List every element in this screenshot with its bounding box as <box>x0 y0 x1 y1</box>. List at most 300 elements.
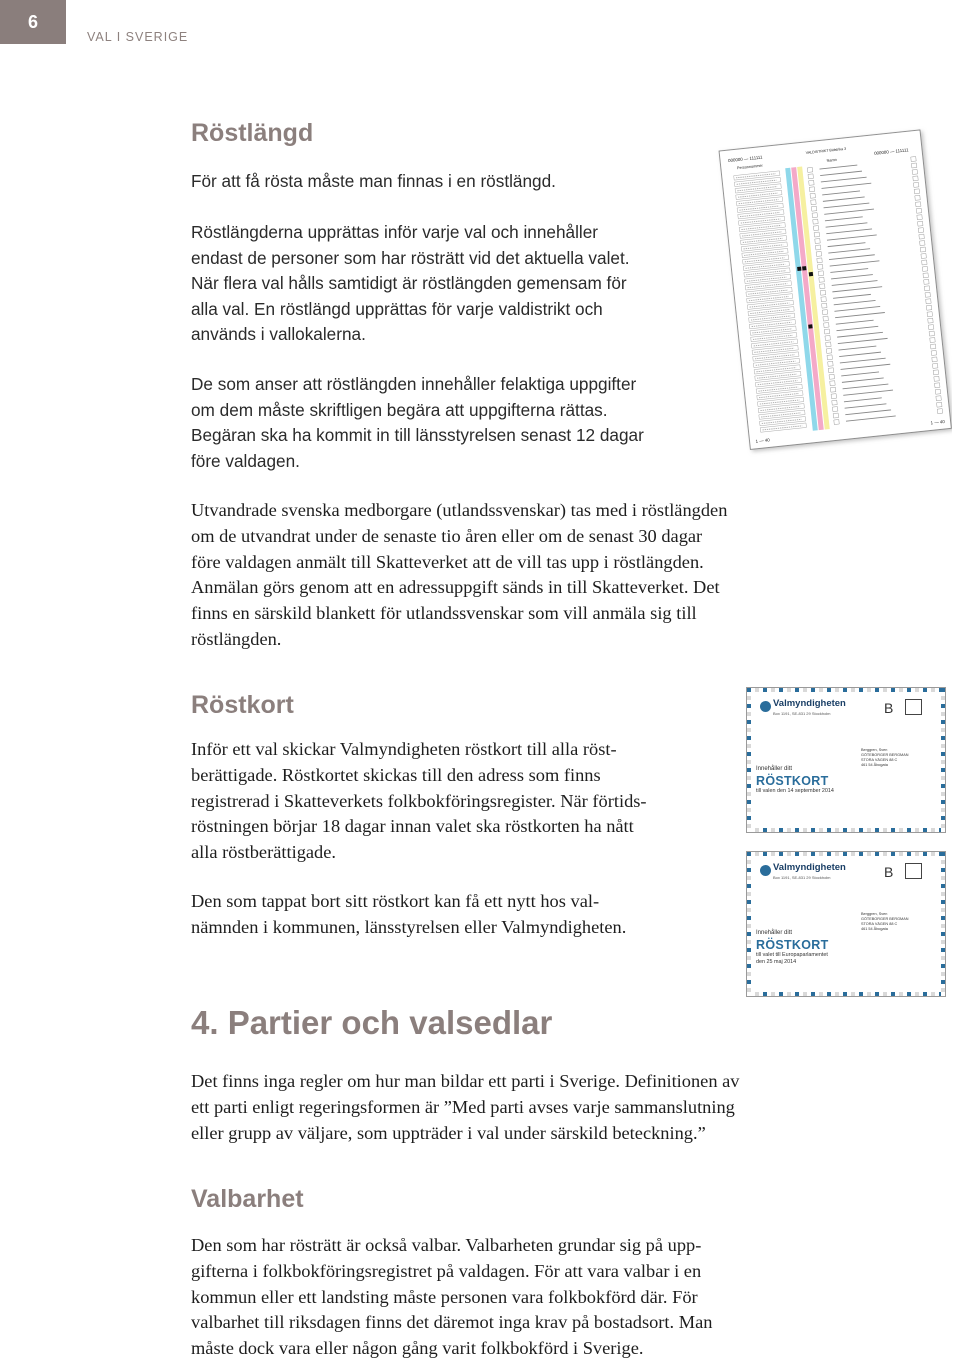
stripe-segment <box>941 960 945 964</box>
stripe-segment <box>823 852 827 856</box>
stripe-segment <box>747 764 751 768</box>
stripe-segment <box>807 828 811 832</box>
stripe-segment <box>899 852 903 856</box>
text-line: Det finns inga regler om hur man bildar ett parti i Sverige. Definitionen av <box>191 1071 740 1091</box>
stripe-segment <box>883 688 887 692</box>
stripe-segment <box>941 752 945 756</box>
stripe-segment <box>899 992 903 996</box>
stripe-segment <box>941 808 945 812</box>
stripe-segment <box>941 868 945 872</box>
stripe-segment <box>941 896 945 900</box>
stripe-segment <box>847 688 851 692</box>
stripe-segment <box>755 852 759 856</box>
stripe-segment <box>747 792 751 796</box>
stripe-segment <box>795 852 799 856</box>
stripe-segment <box>875 992 879 996</box>
stripe-segment <box>747 976 751 980</box>
stripe-segment <box>803 688 807 692</box>
card-logo-text: Valmyndigheten <box>773 862 846 873</box>
stripe-segment <box>779 852 783 856</box>
stripe-segment <box>747 928 751 932</box>
stripe-segment <box>763 688 767 692</box>
stripe-segment <box>747 760 751 764</box>
stripe-segment <box>941 748 945 752</box>
stripe-segment <box>747 968 751 972</box>
stripe-segment <box>941 920 945 924</box>
stripe-segment <box>941 800 945 804</box>
text-line: Utvandrade svenska medborgare (utlandssvenskar) tas med i röstlängden <box>191 500 728 520</box>
stripe-segment <box>863 992 867 996</box>
stripe-segment <box>941 724 945 728</box>
stripe-segment <box>807 852 811 856</box>
stripe-segment <box>823 828 827 832</box>
stripe-segment <box>795 992 799 996</box>
stripe-segment <box>935 828 939 832</box>
stripe-segment <box>747 964 751 968</box>
stripe-segment <box>747 748 751 752</box>
stripe-segment <box>771 828 775 832</box>
stripe-segment <box>941 796 945 800</box>
stripe-segment <box>839 852 843 856</box>
stripe-segment <box>941 968 945 972</box>
stripe-segment <box>819 992 823 996</box>
stripe-segment <box>867 688 871 692</box>
stripe-segment <box>747 908 751 912</box>
stripe-segment <box>787 688 791 692</box>
stripe-segment <box>751 828 755 832</box>
stripe-segment <box>915 828 919 832</box>
stripe-segment <box>747 816 751 820</box>
stripe-segment <box>941 780 945 784</box>
stripe-segment <box>941 940 945 944</box>
stripe-segment <box>907 852 911 856</box>
stripe-segment <box>775 852 779 856</box>
stripe-segment <box>941 856 945 860</box>
section-heading-rostlangd: Röstlängd <box>191 119 314 147</box>
stripe-segment <box>941 764 945 768</box>
stripe-segment <box>941 964 945 968</box>
stripe-segment <box>767 992 771 996</box>
stripe-segment <box>747 916 751 920</box>
valmyndigheten-logo-icon <box>760 701 771 712</box>
text-line: eller grupp av väljare, som uppträder i val under särskild beteckning.” <box>191 1122 706 1143</box>
stripe-segment <box>763 992 767 996</box>
stripe-segment <box>747 960 751 964</box>
stripe-segment <box>747 992 751 996</box>
stripe-segment <box>759 852 763 856</box>
text-line: kommun eller ett landsting måste personen vara folkbokförd där. För <box>191 1286 698 1307</box>
voter-roll-illustration <box>712 118 952 458</box>
stripe-segment <box>931 688 935 692</box>
stripe-segment <box>891 852 895 856</box>
stripe-segment <box>895 688 899 692</box>
stripe-segment <box>831 992 835 996</box>
stripe-segment <box>747 740 751 744</box>
stripe-segment <box>847 828 851 832</box>
stripe-segment <box>747 696 751 700</box>
stripe-segment <box>751 688 755 692</box>
stripe-segment <box>747 796 751 800</box>
stripe-segment <box>941 900 945 904</box>
stripe-segment <box>807 992 811 996</box>
stripe-segment <box>941 880 945 884</box>
roll-footer-right: 1 — 40 <box>930 418 945 426</box>
stripe-segment <box>931 852 935 856</box>
stripe-segment <box>783 688 787 692</box>
stripe-segment <box>799 852 803 856</box>
stripe-segment <box>747 944 751 948</box>
stripe-segment <box>799 688 803 692</box>
roll-mark <box>809 272 813 276</box>
stripe-segment <box>941 952 945 956</box>
stripe-segment <box>791 992 795 996</box>
stripe-segment <box>843 828 847 832</box>
paragraph-partier-1 <box>191 1069 740 1146</box>
text-line: Den som tappat bort sitt röstkort kan få ett nytt hos val- <box>191 891 600 911</box>
stripe-segment <box>941 936 945 940</box>
stripe-segment <box>811 688 815 692</box>
card-subtitle-line: till valet till Europaparlamentet <box>756 952 828 958</box>
stripe-segment <box>751 992 755 996</box>
card-letter: B <box>884 864 894 880</box>
stripe-segment <box>775 688 779 692</box>
roll-left-code: 000000 — 111111 <box>727 154 763 164</box>
stripe-segment <box>831 688 835 692</box>
stripe-segment <box>747 768 751 772</box>
stripe-segment <box>941 864 945 868</box>
stripe-segment <box>941 888 945 892</box>
stripe-segment <box>779 828 783 832</box>
stripe-segment <box>941 972 945 976</box>
text-line: registrerad i Skatteverkets folkbokföringsregister. När förtids- <box>191 790 647 811</box>
paragraph-rostlangd-3 <box>191 372 711 474</box>
stripe-segment <box>941 708 945 712</box>
stripe-segment <box>907 688 911 692</box>
stripe-segment <box>911 992 915 996</box>
stripe-segment <box>871 852 875 856</box>
stripe-segment <box>941 852 945 856</box>
recipient-line: GÖTEBORGER BERGMAN <box>861 753 909 757</box>
text-line: berättigade. Röstkortet skickas till den adress som finns <box>191 764 601 785</box>
roll-right-code: 000000 — 111111 <box>873 147 909 156</box>
card-title: RÖSTKORT <box>756 774 829 788</box>
stripe-segment <box>879 992 883 996</box>
stripe-segment <box>783 828 787 832</box>
voting-card-riksdag <box>746 687 946 833</box>
text-line: används i vallokalerna. <box>191 324 366 344</box>
stripe-segment <box>941 744 945 748</box>
stripe-segment <box>879 828 883 832</box>
stripe-segment <box>907 828 911 832</box>
card-subtitle-line: den 25 maj 2014 <box>756 959 797 965</box>
text-line: För att få rösta måste man finnas i en röstlängd. <box>191 171 556 191</box>
stripe-segment <box>911 688 915 692</box>
stripe-segment <box>941 908 945 912</box>
stripe-segment <box>919 688 923 692</box>
stripe-segment <box>941 788 945 792</box>
stripe-segment <box>931 992 935 996</box>
stripe-segment <box>923 992 927 996</box>
text-line: Begäran ska ha kommit in till länsstyrelsen senast 12 dagar <box>191 425 644 445</box>
stripe-segment <box>871 992 875 996</box>
stripe-segment <box>903 852 907 856</box>
recipient-line: GÖTEBORGER BERGMAN <box>861 917 909 921</box>
roll-mark <box>802 266 806 270</box>
stripe-segment <box>927 852 931 856</box>
stripe-segment <box>747 708 751 712</box>
recipient-line: 461 54 Åbogata <box>861 927 888 931</box>
stripe-segment <box>747 892 751 896</box>
stripe-segment <box>875 852 879 856</box>
text-line: Inför ett val skickar Valmyndigheten röstkort till alla röst- <box>191 739 617 759</box>
section-heading-valbarhet: Valbarhet <box>191 1185 304 1213</box>
stripe-segment <box>941 820 945 824</box>
stripe-segment <box>915 852 919 856</box>
stripe-segment <box>787 852 791 856</box>
text-line: före valdagen anmält till Skatteverket att de vill tas upp i röstlängden. <box>191 551 704 572</box>
stripe-segment <box>767 688 771 692</box>
recipient-line: Berggren, Sven <box>861 748 888 752</box>
stripe-segment <box>891 992 895 996</box>
stripe-segment <box>827 828 831 832</box>
stripe-segment <box>941 720 945 724</box>
stripe-segment <box>923 828 927 832</box>
stripe-segment <box>787 828 791 832</box>
text-line: endast de personer som har rösträtt vid det aktuella valet. <box>191 247 630 268</box>
stripe-segment <box>879 688 883 692</box>
stripe-segment <box>899 688 903 692</box>
stripe-segment <box>941 980 945 984</box>
paragraph-valbarhet-1 <box>191 1233 712 1362</box>
stripe-segment <box>747 956 751 960</box>
stripe-segment <box>747 780 751 784</box>
stripe-segment <box>759 688 763 692</box>
stripe-segment <box>747 692 751 696</box>
stripe-segment <box>747 880 751 884</box>
stripe-segment <box>747 720 751 724</box>
stripe-segment <box>747 984 751 988</box>
stripe-segment <box>755 828 759 832</box>
chapter-heading-partier: 4. Partier och valsedlar <box>191 1004 553 1041</box>
stripe-segment <box>941 992 945 996</box>
roll-mark <box>808 324 812 328</box>
stripe-segment <box>835 852 839 856</box>
stripe-segment <box>827 992 831 996</box>
stripe-segment <box>847 992 851 996</box>
stripe-segment <box>779 688 783 692</box>
text-line: valbarhet till riksdagen finns det däremot inga krav på bostadsort. Man <box>191 1312 713 1333</box>
stripe-segment <box>863 688 867 692</box>
stripe-segment <box>759 992 763 996</box>
text-line: om dem måste skriftligen begära att uppgifterna rättas. <box>191 399 608 420</box>
card-sender-address: Box 1191, SE-831 29 Stockholm <box>773 711 831 716</box>
stripe-segment <box>903 828 907 832</box>
stripe-segment <box>747 972 751 976</box>
stripe-segment <box>819 688 823 692</box>
stripe-segment <box>791 688 795 692</box>
stripe-segment <box>935 992 939 996</box>
text-line: När flera val hålls samtidigt är röstlängden gemensam för <box>191 273 627 293</box>
stripe-segment <box>799 828 803 832</box>
stripe-segment <box>839 688 843 692</box>
stripe-segment <box>747 980 751 984</box>
stripe-segment <box>941 760 945 764</box>
stripe-segment <box>775 828 779 832</box>
stripe-segment <box>747 872 751 876</box>
stripe-segment <box>941 772 945 776</box>
stripe-segment <box>827 688 831 692</box>
stripe-segment <box>827 852 831 856</box>
stripe-segment <box>835 992 839 996</box>
stripe-segment <box>941 892 945 896</box>
stripe-segment <box>747 948 751 952</box>
stripe-segment <box>787 992 791 996</box>
stripe-segment <box>771 852 775 856</box>
recipient-line: STORA VÄGEN 88 C <box>861 758 898 762</box>
stripe-segment <box>843 688 847 692</box>
section-heading-rostkort: Röstkort <box>191 691 294 719</box>
stripe-segment <box>747 920 751 924</box>
roll-right-title: VALDISTRIKT Bidstrika 3 <box>805 146 847 155</box>
stripe-segment <box>795 688 799 692</box>
stripe-segment <box>941 740 945 744</box>
stripe-segment <box>819 852 823 856</box>
voter-roll-figure <box>712 118 952 458</box>
stripe-segment <box>803 852 807 856</box>
card-subtitle <box>756 952 828 966</box>
card-holder-text: Innehåller ditt <box>756 930 793 936</box>
stripe-segment <box>747 924 751 928</box>
stripe-segment <box>747 868 751 872</box>
stripe-segment <box>775 992 779 996</box>
stripe-segment <box>941 804 945 808</box>
stripe-segment <box>747 820 751 824</box>
stripe-segment <box>747 728 751 732</box>
text-line: gifterna i folkbokföringsregistret på valdagen. För att vara valbar i en <box>191 1260 702 1281</box>
stripe-segment <box>927 992 931 996</box>
recipient-line: 461 54 Åbogata <box>861 763 888 767</box>
stripe-segment <box>783 992 787 996</box>
stripe-segment <box>823 688 827 692</box>
stripe-segment <box>887 828 891 832</box>
stripe-segment <box>839 992 843 996</box>
stripe-segment <box>887 852 891 856</box>
stripe-segment <box>851 852 855 856</box>
stripe-segment <box>941 932 945 936</box>
stripe-segment <box>791 852 795 856</box>
stripe-segment <box>747 804 751 808</box>
stripe-segment <box>941 768 945 772</box>
card-sender-address: Box 1191, SE-831 29 Stockholm <box>773 875 831 880</box>
card-recipient <box>861 748 908 768</box>
recipient-line: Berggren, Sven <box>861 912 888 916</box>
stripe-segment <box>747 824 751 828</box>
stripe-segment <box>915 688 919 692</box>
stripe-segment <box>783 852 787 856</box>
stripe-segment <box>747 712 751 716</box>
stripe-segment <box>923 852 927 856</box>
stripe-segment <box>763 828 767 832</box>
stripe-segment <box>859 688 863 692</box>
stripe-segment <box>747 788 751 792</box>
stripe-segment <box>941 824 945 828</box>
card-check-box <box>905 863 922 879</box>
stripe-segment <box>767 828 771 832</box>
card-holder-text: Innehåller ditt <box>756 766 793 772</box>
stripe-segment <box>811 992 815 996</box>
stripe-segment <box>747 952 751 956</box>
paragraph-rostlangd-2 <box>191 220 711 348</box>
stripe-segment <box>851 992 855 996</box>
stripe-segment <box>941 816 945 820</box>
stripe-segment <box>941 692 945 696</box>
text-line: före valdagen. <box>191 450 300 471</box>
stripe-segment <box>747 896 751 900</box>
stripe-segment <box>791 828 795 832</box>
card-logo-text: Valmyndigheten <box>773 698 846 709</box>
card-title: RÖSTKORT <box>756 938 829 952</box>
stripe-segment <box>941 812 945 816</box>
stripe-segment <box>919 828 923 832</box>
stripe-segment <box>941 712 945 716</box>
roll-right-header: Namn <box>826 157 837 163</box>
roll-left-header: Personnummer <box>736 163 764 171</box>
stripe-segment <box>941 704 945 708</box>
stripe-segment <box>941 944 945 948</box>
text-line: Röstlängderna upprättas inför varje val och innehåller <box>191 222 599 242</box>
stripe-segment <box>807 688 811 692</box>
stripe-segment <box>883 852 887 856</box>
card-subtitle <box>756 788 834 795</box>
stripe-segment <box>747 936 751 940</box>
stripe-segment <box>835 828 839 832</box>
page-number-box <box>0 0 66 44</box>
stripe-segment <box>815 828 819 832</box>
stripe-segment <box>843 852 847 856</box>
stripe-segment <box>771 992 775 996</box>
stripe-segment <box>755 688 759 692</box>
stripe-segment <box>887 688 891 692</box>
page-number: 6 <box>27 11 38 32</box>
stripe-segment <box>815 852 819 856</box>
stripe-segment <box>747 888 751 892</box>
stripe-segment <box>747 856 751 860</box>
stripe-segment <box>755 992 759 996</box>
roll-footer-left: 1 — 40 <box>755 437 770 444</box>
paragraph-rostlangd-1 <box>191 169 711 195</box>
stripe-segment <box>883 828 887 832</box>
stripe-segment <box>895 992 899 996</box>
stripe-segment <box>803 992 807 996</box>
stripe-segment <box>859 828 863 832</box>
stripe-segment <box>823 992 827 996</box>
stripe-segment <box>931 828 935 832</box>
stripe-segment <box>747 932 751 936</box>
text-line: alla röstberättigade. <box>191 842 337 863</box>
valmyndigheten-logo-icon <box>760 865 771 876</box>
stripe-segment <box>747 988 751 992</box>
roll-mark <box>797 267 801 271</box>
stripe-segment <box>855 992 859 996</box>
text-line: Anmälan görs genom att en adressuppgift sänds in till Skatteverket. Det <box>191 577 720 598</box>
voting-card-eu <box>746 851 946 997</box>
stripe-segment <box>941 904 945 908</box>
stripe-segment <box>941 860 945 864</box>
stripe-segment <box>771 688 775 692</box>
stripe-segment <box>863 828 867 832</box>
stripe-segment <box>759 828 763 832</box>
stripe-segment <box>795 828 799 832</box>
